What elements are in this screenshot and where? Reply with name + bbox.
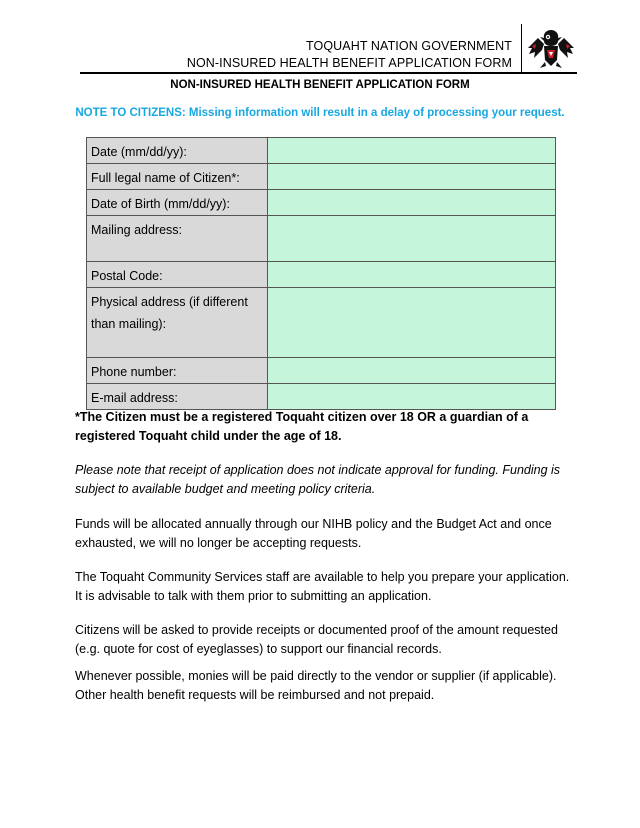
payment-paragraph: Whenever possible, monies will be paid directly to the vendor or supplier (if applicable). Other health benefit requests will be reimbursed and not prepaid.: [75, 669, 557, 702]
date-label: Date (mm/dd/yy):: [87, 138, 268, 164]
thunderbird-logo-icon: [526, 26, 576, 70]
full-name-label: Full legal name of Citizen*:: [87, 164, 268, 190]
form-row: [87, 384, 556, 410]
phone-number-label: Phone number:: [87, 358, 268, 384]
physical-address-field[interactable]: [268, 288, 556, 358]
date-of-birth-field[interactable]: [268, 190, 556, 216]
form-row: [87, 190, 556, 216]
form-row: [87, 288, 556, 358]
form-row: [87, 262, 556, 288]
staff-help-paragraph: The Toquaht Community Services staff are available to help you prepare your application. It is advisable to talk with them prior to submitting an application.: [75, 570, 570, 603]
receipts-paragraph: Citizens will be asked to provide receipts or documented proof of the amount requested (e.g. quote for cost of eyeglasses) to support our financial records.: [75, 623, 558, 656]
full-name-field[interactable]: [268, 164, 556, 190]
form-row: [87, 138, 556, 164]
form-row: [87, 358, 556, 384]
form-row: [87, 164, 556, 190]
email-address-field[interactable]: [268, 384, 556, 410]
form-row: [87, 216, 556, 262]
header-rule: [80, 72, 577, 74]
approval-disclaimer: Please note that receipt of application does not indicate approval for funding. Funding is subject to available budget and meeting policy criteria.: [75, 463, 561, 496]
citizen-eligibility-note: *The Citizen must be a registered Toquaht citizen over 18 OR a guardian of a registered Toquaht child under the age of 18.: [75, 410, 529, 443]
mailing-address-label: Mailing address:: [87, 216, 268, 262]
org-name: TOQUAHT NATION GOVERNMENT: [306, 39, 512, 53]
email-address-label: E-mail address:: [87, 384, 268, 410]
date-of-birth-label: Date of Birth (mm/dd/yy):: [87, 190, 268, 216]
header-form-name: NON-INSURED HEALTH BENEFIT APPLICATION FORM: [186, 56, 512, 70]
physical-address-label: Physical address (if different than mailing):: [87, 288, 268, 358]
date-field[interactable]: [268, 138, 556, 164]
header-divider: [521, 24, 522, 74]
funding-allocation-paragraph: Funds will be allocated annually through our NIHB policy and the Budget Act and once exhausted, we will no longer be accepting requests.: [75, 517, 552, 550]
application-form-table: [86, 137, 556, 410]
document-header: [187, 38, 512, 72]
mailing-address-field[interactable]: [268, 216, 556, 262]
note-to-citizens: NOTE TO CITIZENS: Missing information will result in a delay of processing your request.: [75, 107, 565, 119]
postal-code-field[interactable]: [268, 262, 556, 288]
phone-number-field[interactable]: [268, 358, 556, 384]
postal-code-label: Postal Code:: [87, 262, 268, 288]
form-title: NON-INSURED HEALTH BENEFIT APPLICATION FORM: [170, 79, 470, 91]
